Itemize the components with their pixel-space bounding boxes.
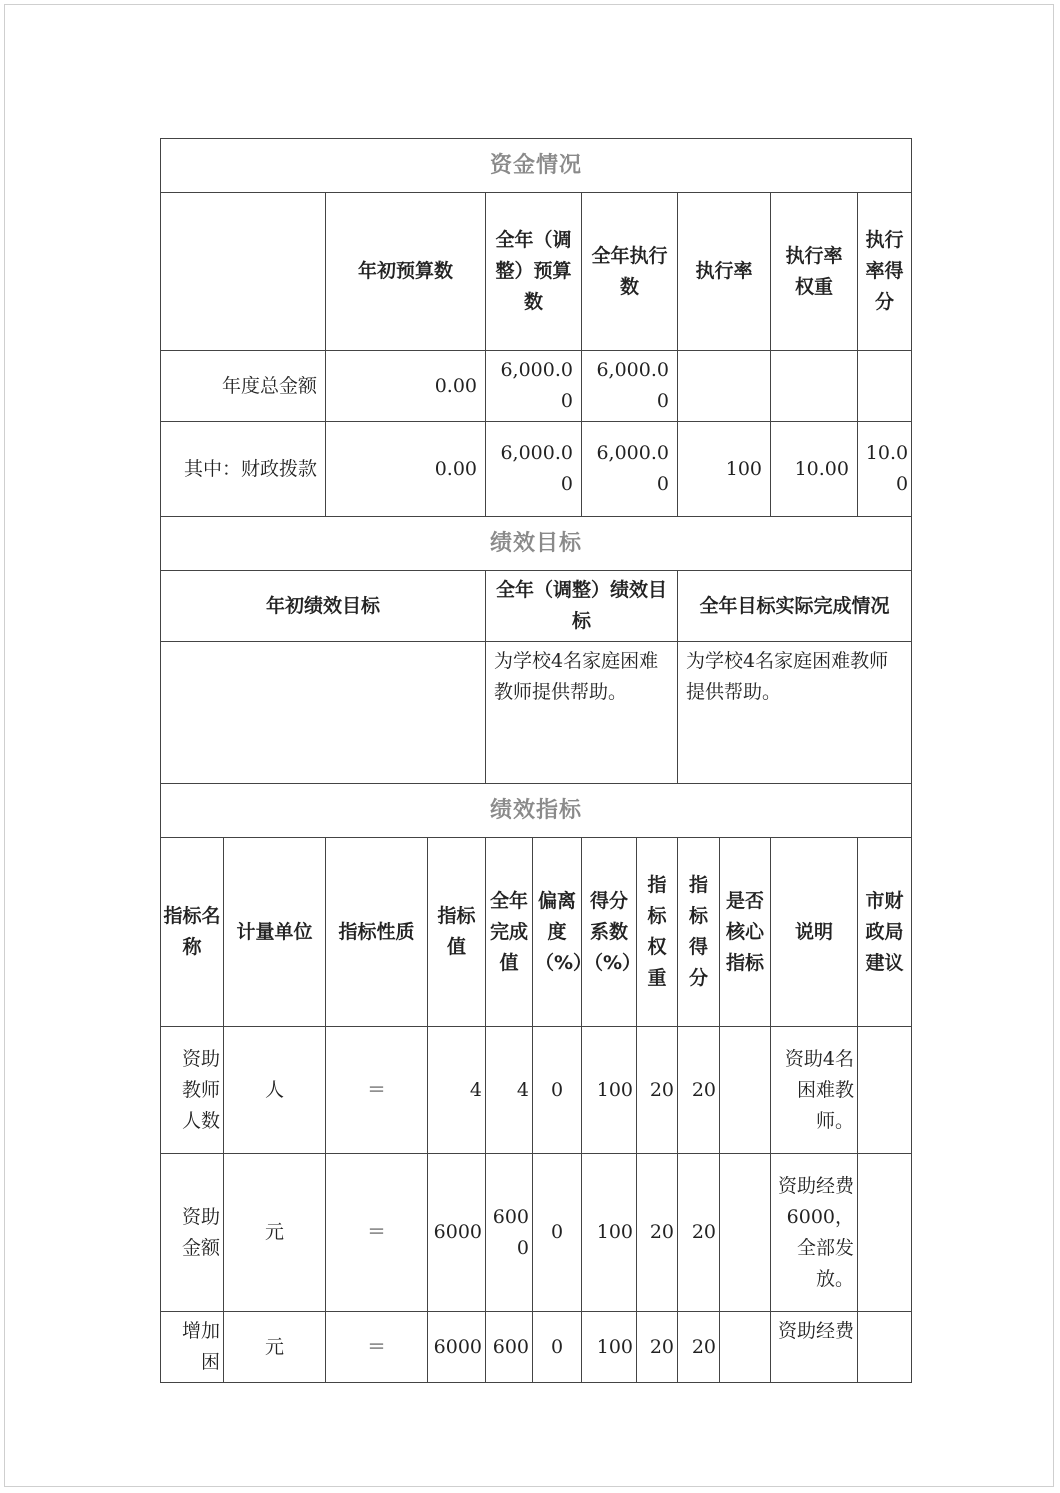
- ind-header-target: 指标值: [428, 838, 486, 1027]
- ind-score: 20: [678, 1154, 720, 1312]
- ind-weight: 20: [637, 1027, 678, 1154]
- indicator-row: [161, 1154, 912, 1312]
- goals-header-initial: 年初绩效目标: [161, 571, 486, 642]
- ind-header-unit: 计量单位: [224, 838, 326, 1027]
- ind-note: 资助经费: [771, 1312, 858, 1383]
- ind-nature: ＝: [326, 1312, 428, 1383]
- ind-advice: [858, 1027, 912, 1154]
- goals-actual-text: 为学校4名家庭困难教师提供帮助。: [678, 642, 912, 784]
- ind-advice: [858, 1154, 912, 1312]
- funds-row-weight: 10.00: [771, 422, 858, 517]
- funds-row-adjusted: 6,000.00: [486, 422, 582, 517]
- ind-name: 资助教师人数: [161, 1027, 224, 1154]
- funds-row-executed: 6,000.00: [582, 422, 678, 517]
- funds-row-total: [161, 351, 912, 422]
- ind-note: 资助经费6000，全部发放。: [771, 1154, 858, 1312]
- ind-coef: 100: [582, 1154, 637, 1312]
- ind-actual: 600: [486, 1312, 533, 1383]
- indicators-section-title: 绩效指标: [161, 784, 912, 838]
- ind-core: [720, 1027, 771, 1154]
- funds-section-title: 资金情况: [161, 139, 912, 193]
- ind-deviation: 0: [533, 1027, 582, 1154]
- ind-core: [720, 1312, 771, 1383]
- goals-header-actual: 全年目标实际完成情况: [678, 571, 912, 642]
- funds-row-label: 其中：财政拨款: [161, 422, 326, 517]
- ind-note: 资助4名困难教师。: [771, 1027, 858, 1154]
- ind-advice: [858, 1312, 912, 1383]
- funds-header-executed: 全年执行数: [582, 193, 678, 351]
- funds-row-label: 年度总金额: [161, 351, 326, 422]
- ind-actual: 4: [486, 1027, 533, 1154]
- funds-row-initial: 0.00: [326, 351, 486, 422]
- ind-deviation: 0: [533, 1312, 582, 1383]
- funds-row-fiscal: [161, 422, 912, 517]
- ind-header-score: 指标得分: [678, 838, 720, 1027]
- ind-weight: 20: [637, 1154, 678, 1312]
- ind-header-weight: 指标权重: [637, 838, 678, 1027]
- performance-table: [160, 138, 912, 1383]
- ind-weight: 20: [637, 1312, 678, 1383]
- funds-row-weight: [771, 351, 858, 422]
- performance-table-wrapper: [160, 138, 911, 1373]
- ind-name: 资助金额: [161, 1154, 224, 1312]
- ind-unit: 人: [224, 1027, 326, 1154]
- indicator-row: [161, 1027, 912, 1154]
- funds-header-initial: 年初预算数: [326, 193, 486, 351]
- funds-row-score: [858, 351, 912, 422]
- goals-section-title: 绩效目标: [161, 517, 912, 571]
- ind-header-actual: 全年完成值: [486, 838, 533, 1027]
- ind-deviation: 0: [533, 1154, 582, 1312]
- ind-coef: 100: [582, 1312, 637, 1383]
- ind-header-coef: 得分系数（%）: [582, 838, 637, 1027]
- ind-name: 增加困: [161, 1312, 224, 1383]
- funds-header-rate: 执行率: [678, 193, 771, 351]
- indicator-row: [161, 1312, 912, 1383]
- ind-nature: ＝: [326, 1027, 428, 1154]
- ind-target: 6000: [428, 1154, 486, 1312]
- funds-header-score: 执行率得分: [858, 193, 912, 351]
- ind-header-deviation: 偏离度（%）: [533, 838, 582, 1027]
- ind-header-note: 说明: [771, 838, 858, 1027]
- ind-actual: 6000: [486, 1154, 533, 1312]
- funds-header-adjusted: 全年（调整）预算数: [486, 193, 582, 351]
- funds-header-blank: [161, 193, 326, 351]
- ind-header-nature: 指标性质: [326, 838, 428, 1027]
- ind-header-advice: 市财政局建议: [858, 838, 912, 1027]
- ind-score: 20: [678, 1027, 720, 1154]
- ind-target: 6000: [428, 1312, 486, 1383]
- ind-target: 4: [428, 1027, 486, 1154]
- ind-header-core: 是否核心指标: [720, 838, 771, 1027]
- goals-initial-text: [161, 642, 486, 784]
- ind-coef: 100: [582, 1027, 637, 1154]
- funds-row-initial: 0.00: [326, 422, 486, 517]
- ind-header-name: 指标名称: [161, 838, 224, 1027]
- goals-adjusted-text: 为学校4名家庭困难教师提供帮助。: [486, 642, 678, 784]
- funds-row-rate: 100: [678, 422, 771, 517]
- funds-row-score: 10.00: [858, 422, 912, 517]
- ind-core: [720, 1154, 771, 1312]
- funds-row-executed: 6,000.00: [582, 351, 678, 422]
- funds-row-adjusted: 6,000.00: [486, 351, 582, 422]
- ind-score: 20: [678, 1312, 720, 1383]
- goals-header-adjusted: 全年（调整）绩效目标: [486, 571, 678, 642]
- ind-nature: ＝: [326, 1154, 428, 1312]
- funds-header-weight: 执行率权重: [771, 193, 858, 351]
- funds-row-rate: [678, 351, 771, 422]
- document-page: [4, 4, 1054, 1487]
- ind-unit: 元: [224, 1154, 326, 1312]
- ind-unit: 元: [224, 1312, 326, 1383]
- indicators-header-row: [161, 838, 912, 1027]
